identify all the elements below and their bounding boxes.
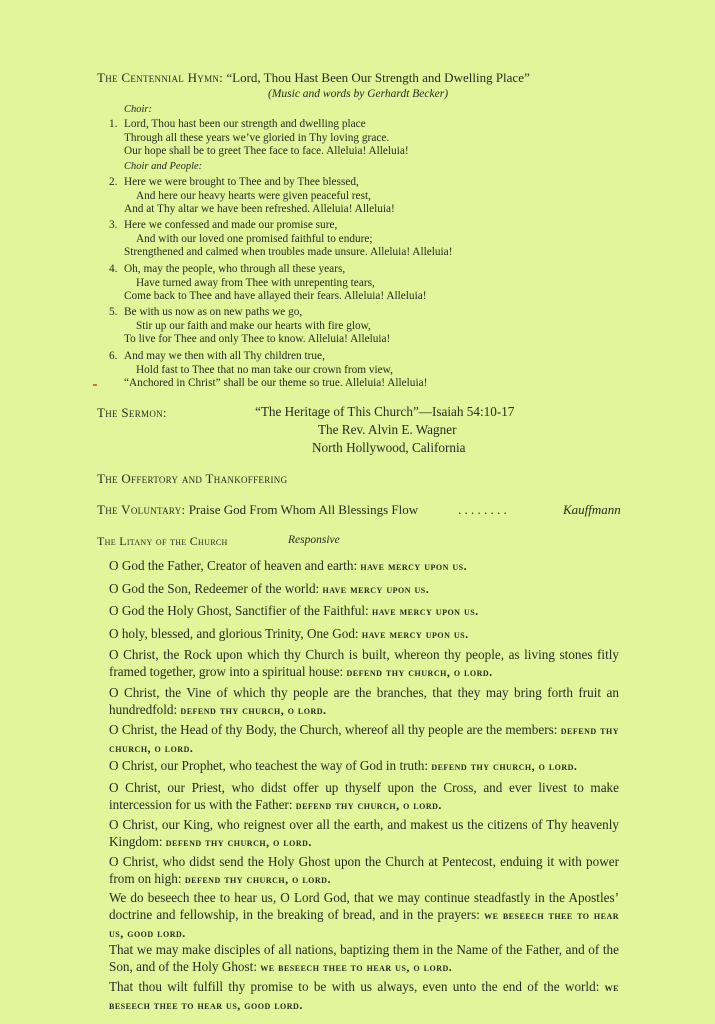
litany-petition <box>109 757 619 775</box>
stanza-line: And here our heavy hearts were given peaceful rest, <box>136 189 371 202</box>
petition-text: O God the Son, Redeemer of the world: <box>109 581 320 596</box>
litany-petition <box>109 941 619 976</box>
stanza-line: And at Thy altar we have been refreshed. Alleluia! Alleluia! <box>124 203 395 216</box>
stanza-line: Here we were brought to Thee and by Thee blessed, <box>124 176 359 188</box>
stanza-line: And may we then with all Thy children true, <box>124 350 325 362</box>
petition-response: defend thy church, o lord. <box>295 798 442 812</box>
stanza-number: 2. <box>109 176 118 188</box>
voluntary-composer: Kauffmann <box>563 502 621 517</box>
petition-text: O Christ, our Prophet, who teachest the way of God in truth: <box>109 758 429 773</box>
stanza-line: Our hope shall be to greet Thee face to face. Alleluia! Alleluia! <box>124 145 409 158</box>
litany-petition <box>109 721 619 757</box>
sermon-preacher: The Rev. Alvin E. Wagner <box>318 422 457 437</box>
petition-response: have mercy upon us. <box>361 627 469 641</box>
petition-response: defend thy church, o lord. <box>346 665 493 679</box>
petition-text: O Christ, who didst send the Holy Ghost upon the Church at Pentecost, enduing it with power from on high: <box>109 854 619 886</box>
voluntary-label: The Voluntary: <box>97 502 186 517</box>
petition-text: That thou wilt fulfill thy promise to be with us always, even unto the end of the world: <box>109 979 600 994</box>
sermon-location: North Hollywood, California <box>312 440 466 455</box>
stanza-number: 5. <box>109 306 118 318</box>
stanza-1 <box>109 118 409 159</box>
petition-text: O God the Father, Creator of heaven and earth: <box>109 558 358 573</box>
stanza-line: Through all these years we’ve gloried in Thy loving grace. <box>124 131 390 144</box>
petition-response: defend thy church, o lord. <box>180 703 327 717</box>
litany-petition <box>109 816 619 851</box>
litany-label: The Litany of the Church <box>97 534 228 548</box>
litany-petition <box>109 978 619 1014</box>
stanza-5 <box>109 306 390 347</box>
stanza-number: 1. <box>109 118 118 130</box>
litany-petition <box>109 625 619 643</box>
stanza-3 <box>109 219 452 260</box>
hymn-heading <box>97 70 530 86</box>
petition-text: That we may make disciples of all nations, baptizing them in the Name of the Father, and of the Son, and of the Holy Ghost: <box>109 942 619 974</box>
stanza-number: 6. <box>109 350 118 362</box>
litany-note: Responsive <box>288 534 340 546</box>
petition-text: O Christ, our Priest, who didst offer up thyself upon the Cross, and ever livest to make intercession for us with the Father: <box>109 780 619 812</box>
litany-petition <box>109 779 619 814</box>
voluntary-leader: . . . . . . . . <box>458 502 507 517</box>
petition-text: O Christ, our King, who reignest over all the earth, and makest us the citizens of Thy heavenly Kingdom: <box>109 817 619 849</box>
stanza-number: 4. <box>109 263 118 275</box>
petition-response: have mercy upon us. <box>322 582 430 596</box>
stanza-6 <box>109 350 427 391</box>
choir-label: Choir: <box>124 104 153 115</box>
voluntary-line <box>97 502 418 518</box>
stanza-line: “Anchored in Christ” shall be our theme so true. Alleluia! Alleluia! <box>124 377 428 390</box>
litany-petition <box>109 580 619 598</box>
petition-text: O holy, blessed, and glorious Trinity, One God: <box>109 626 359 641</box>
petition-response: have mercy upon us. <box>360 559 468 573</box>
petition-text: We do beseech thee to hear us, O Lord God, that we may continue steadfastly in the Apostles’ doctrine and fellowship, in the breaking of bread, and in the prayers: <box>109 890 619 922</box>
stanza-4 <box>109 263 427 304</box>
petition-text: O Christ, the Head of thy Body, the Church, whereof all thy people are the members: <box>109 722 558 737</box>
stanza-line: Strengthened and calmed when troubles made unsure. Alleluia! Alleluia! <box>124 246 453 259</box>
petition-text: O Christ, the Vine of which thy people are the branches, that they may bring forth fruit an hundredfold: <box>109 685 619 717</box>
petition-response: defend thy church, o lord. <box>109 723 619 755</box>
petition-response: defend thy church, o lord. <box>165 835 312 849</box>
litany-petition <box>109 889 619 942</box>
margin-mark <box>93 384 97 386</box>
petition-response: have mercy upon us. <box>371 604 479 618</box>
choir-people-label: Choir and People: <box>124 161 203 172</box>
petition-response: defend thy church, o lord. <box>184 872 331 886</box>
stanza-line: And with our loved one promised faithful to endure; <box>136 232 373 245</box>
stanza-line: To live for Thee and only Thee to know. Alleluia! Alleluia! <box>124 333 391 346</box>
petition-response: we beseech thee to hear us, o lord. <box>260 960 453 974</box>
stanza-line: Come back to Thee and have allayed their fears. Alleluia! Alleluia! <box>124 290 427 303</box>
offertory-heading: The Offertory and Thankoffering <box>97 471 288 486</box>
stanza-2 <box>109 176 395 217</box>
stanza-line: Have turned away from Thee with unrepenting tears, <box>136 276 375 289</box>
litany-petition <box>109 646 619 681</box>
stanza-number: 3. <box>109 219 118 231</box>
stanza-line: Be with us now as on new paths we go, <box>124 306 303 318</box>
petition-response: we beseech thee to hear us, good lord. <box>109 980 619 1012</box>
sermon-label: The Sermon: <box>97 405 167 420</box>
petition-response: defend thy church, o lord. <box>431 759 578 773</box>
litany-petition <box>109 684 619 719</box>
hymn-credit: (Music and words by Gerhardt Becker) <box>268 88 449 100</box>
hymn-heading-label: The Centennial Hymn: <box>97 70 224 85</box>
stanza-line: Oh, may the people, who through all these years, <box>124 263 346 275</box>
stanza-line: Hold fast to Thee that no man take our crown from view, <box>136 363 393 376</box>
litany-petition <box>109 602 619 620</box>
stanza-line: Here we confessed and made our promise sure, <box>124 219 338 231</box>
petition-response: we beseech thee to hear us, good lord. <box>109 908 619 940</box>
litany-petition <box>109 557 619 575</box>
voluntary-title: Praise God From Whom All Blessings Flow <box>188 502 419 517</box>
stanza-line: Stir up our faith and make our hearts with fire glow, <box>136 319 371 332</box>
litany-petition <box>109 853 619 888</box>
petition-text: O God the Holy Ghost, Sanctifier of the Faithful: <box>109 603 369 618</box>
hymn-title: “Lord, Thou Hast Been Our Strength and Dwelling Place” <box>226 70 530 85</box>
stanza-line: Lord, Thou hast been our strength and dwelling place <box>124 118 366 130</box>
petition-text: O Christ, the Rock upon which thy Church is built, whereon thy people, as living stones fitly framed together, grow into a spiritual house: <box>109 647 619 679</box>
sermon-title: “The Heritage of This Church”—Isaiah 54:10-17 <box>255 404 515 419</box>
